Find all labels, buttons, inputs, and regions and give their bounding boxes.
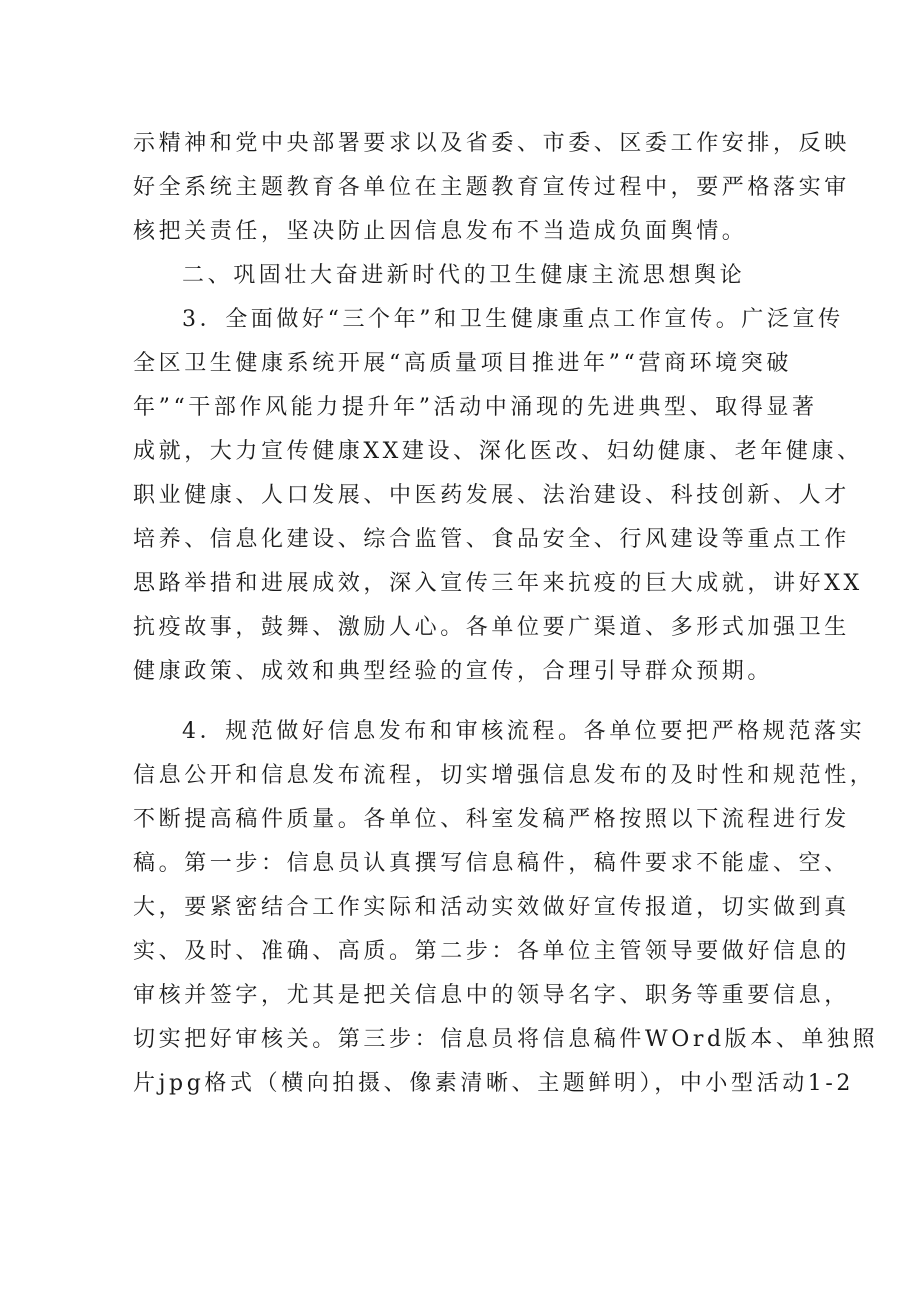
- text-line: 培养、信息化建设、综合监管、食品安全、行风建设等重点工作: [133, 527, 850, 552]
- paragraph-spacer: [133, 694, 798, 710]
- text-line: 审核并签字，尤其是把关信息中的领导名字、职务等重要信息，: [133, 983, 850, 1008]
- text-line: 抗疫故事，鼓舞、激励人心。各单位要广渠道、多形式加强卫生: [133, 615, 850, 640]
- text-line: 全区卫生健康系统开展“高质量项目推进年”“营商环境突破: [133, 351, 792, 376]
- text-line: 好全系统主题教育各单位在主题教育宣传过程中，要严格落实审: [133, 175, 850, 200]
- paragraph-item-3: [133, 298, 863, 694]
- text-line: 核把关责任，坚决防止因信息发布不当造成负面舆情。: [133, 219, 748, 244]
- paragraph-continuation: [133, 122, 850, 254]
- text-line: 稿。第一步：信息员认真撰写信息稿件，稿件要求不能虚、空、: [133, 851, 850, 876]
- paragraph-item-4: [133, 710, 879, 1106]
- heading-text: 二、巩固壮大奋进新时代的卫生健康主流思想舆论: [182, 263, 746, 288]
- text-line: 示精神和党中央部署要求以及省委、市委、区委工作安排，反映: [133, 131, 850, 156]
- document-body: [133, 122, 879, 1106]
- text-line: 成就，大力宣传健康XX建设、深化医改、妇幼健康、老年健康、: [133, 439, 863, 464]
- text-line: 健康政策、成效和典型经验的宣传，合理引导群众预期。: [133, 659, 774, 684]
- text-line: 职业健康、人口发展、中医药发展、法治建设、科技创新、人才: [133, 483, 850, 508]
- text-line: 3．全面做好“三个年”和卫生健康重点工作宣传。广泛宣传: [182, 307, 844, 332]
- text-line: 不断提高稿件质量。各单位、科室发稿严格按照以下流程进行发: [133, 807, 850, 832]
- text-line: 切实把好审核关。第三步：信息员将信息稿件WOrd版本、单独照: [133, 1027, 879, 1052]
- text-line: 实、及时、准确、高质。第二步：各单位主管领导要做好信息的: [133, 939, 850, 964]
- text-line: 片jpg格式（横向拍摄、像素清晰、主题鲜明），中小型活动1-2: [133, 1071, 855, 1096]
- text-line: 思路举措和进展成效，深入宣传三年来抗疫的巨大成就，讲好XX: [133, 571, 863, 596]
- text-line: 大，要紧密结合工作实际和活动实效做好宣传报道，切实做到真: [133, 895, 850, 920]
- text-line: 信息公开和信息发布流程，切实增强信息发布的及时性和规范性，: [133, 763, 876, 788]
- text-line: 4．规范做好信息发布和审核流程。各单位要把严格规范落实: [182, 719, 866, 744]
- section-heading: [133, 254, 798, 298]
- text-line: 年”“干部作风能力提升年”活动中涌现的先进典型、取得显著: [133, 395, 818, 420]
